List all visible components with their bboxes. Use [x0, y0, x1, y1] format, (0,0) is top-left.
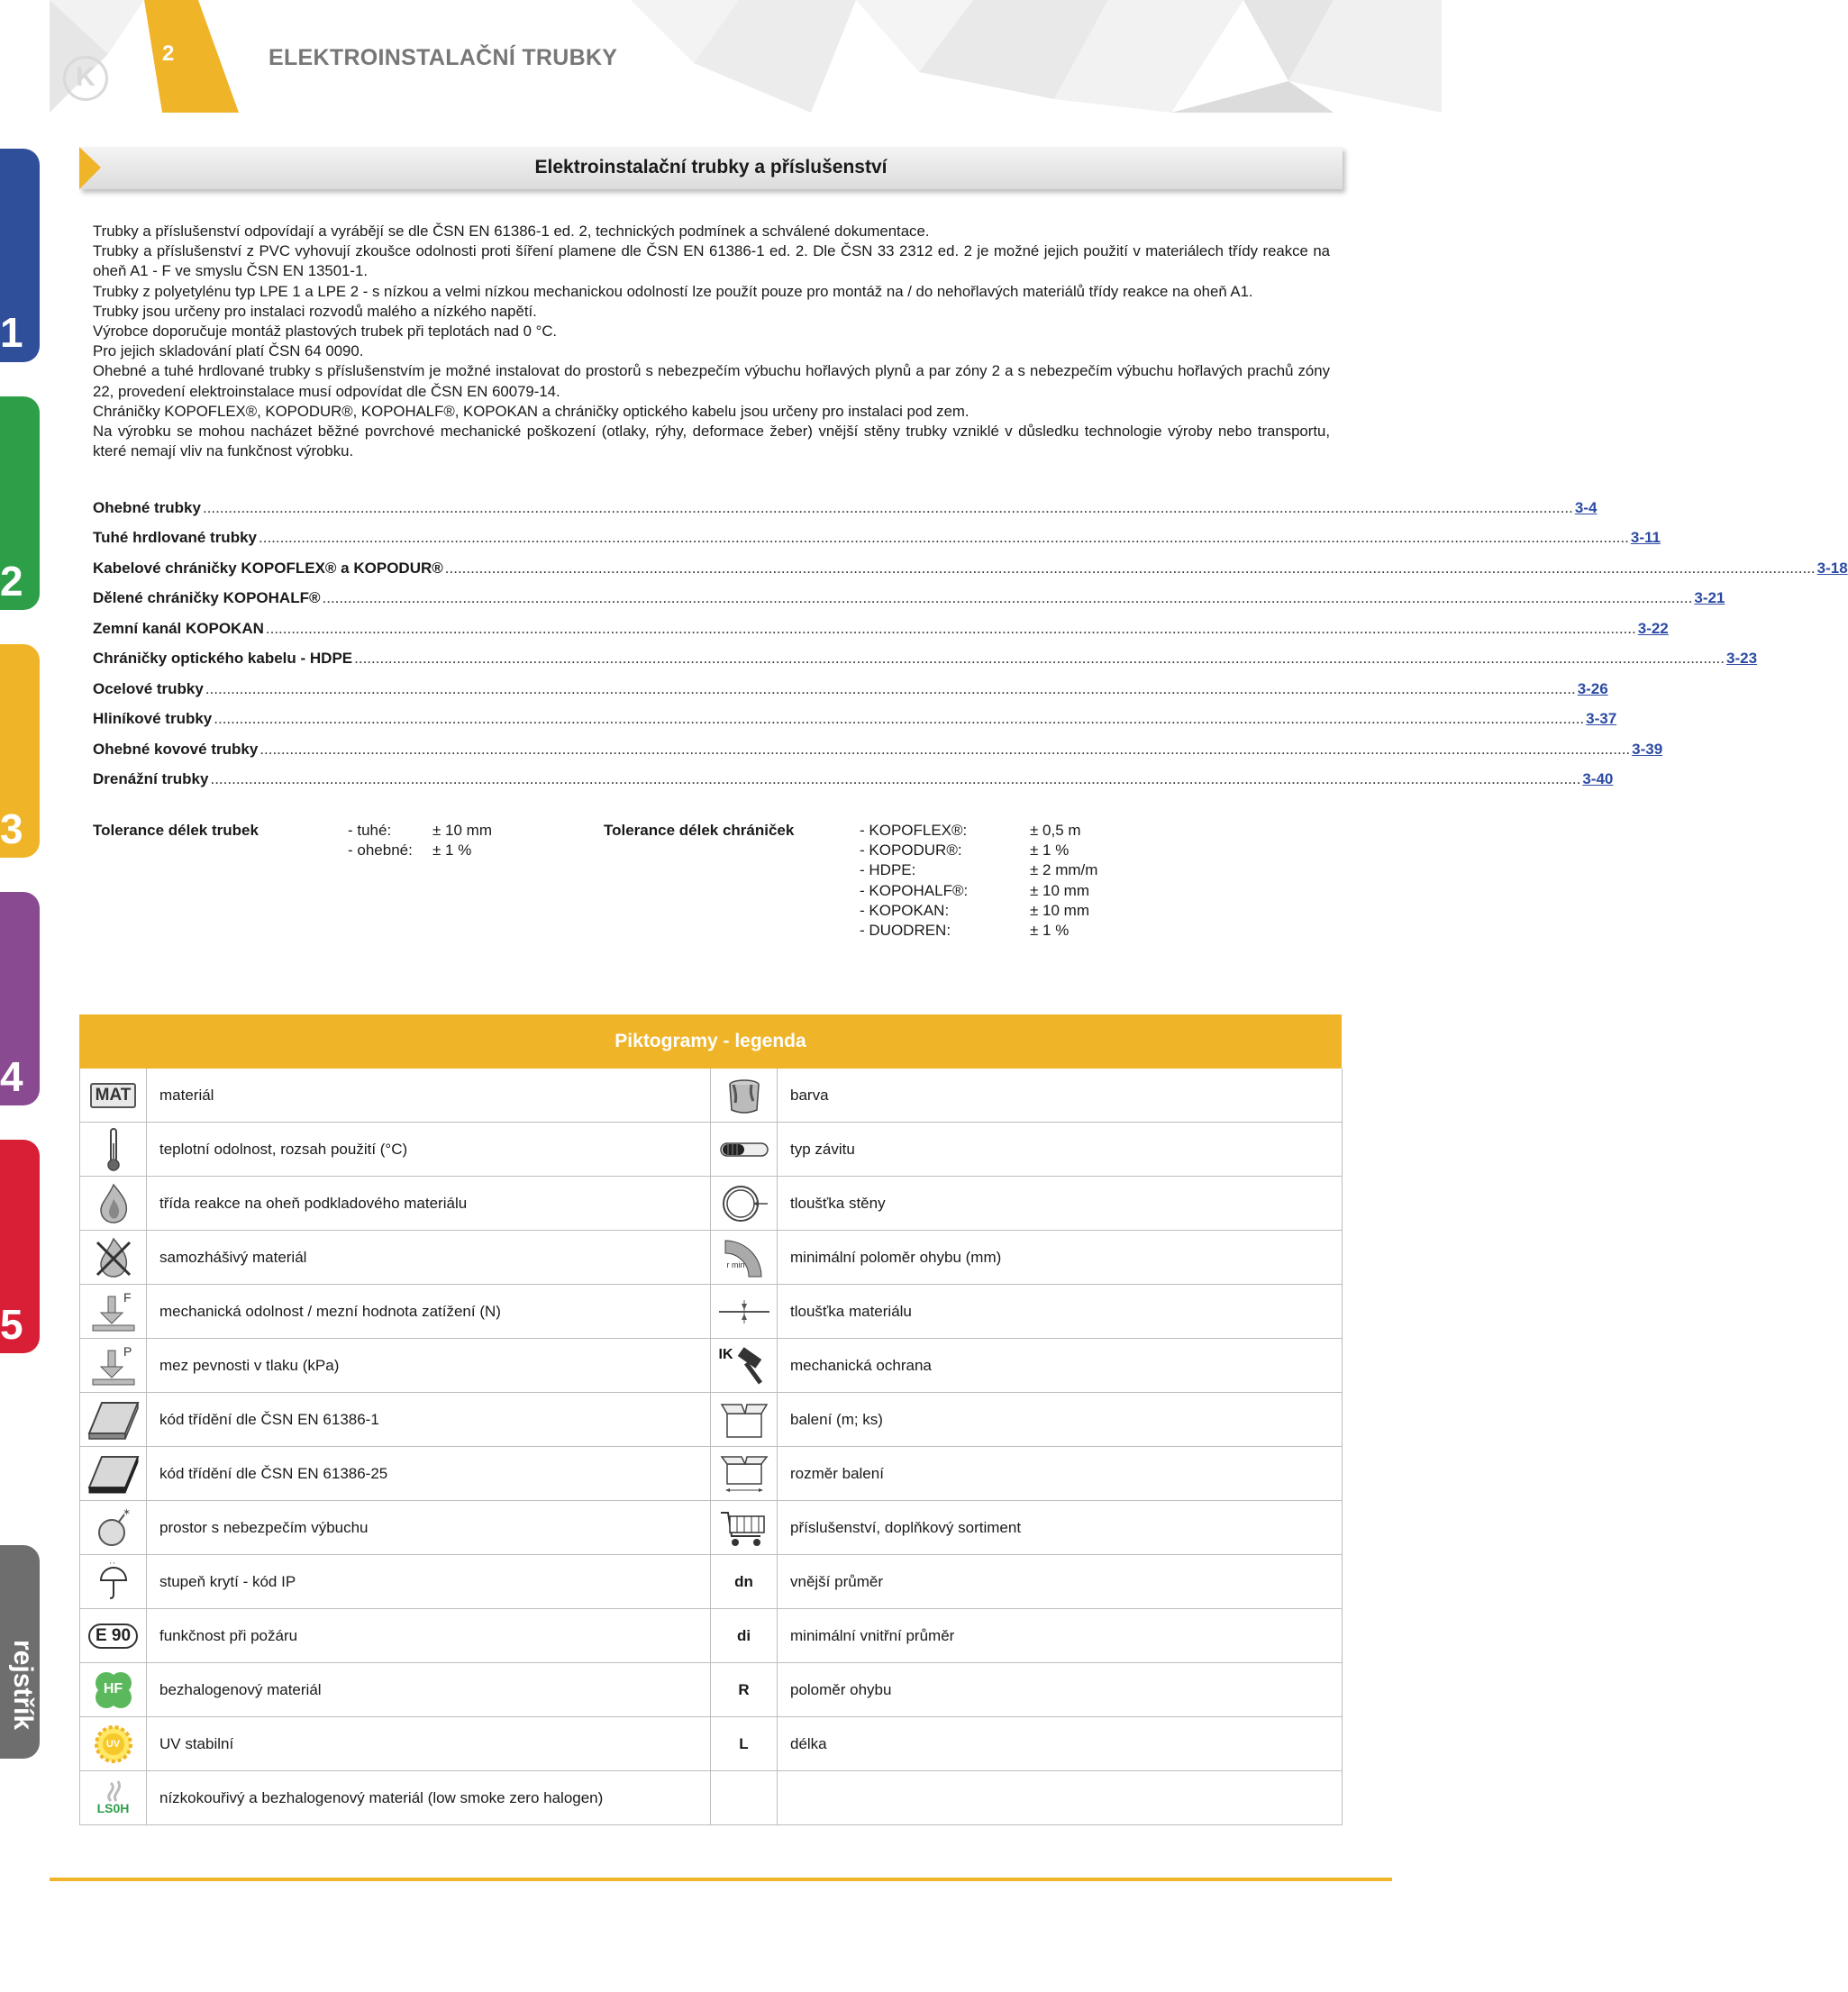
toc-leader: ..................................................................................................................................................................................................................................................................................................................................: [202, 499, 1573, 516]
legend-label: minimální poloměr ohybu (mm): [790, 1248, 1002, 1266]
toc-page-link[interactable]: 3-4: [1574, 499, 1598, 516]
legend-label: typ závitu: [790, 1140, 855, 1158]
legend-label: bezhalogenový materiál: [159, 1680, 322, 1698]
legend-label: UV stabilní: [159, 1734, 234, 1752]
tolerance-protectors-label: Tolerance délek chrániček: [604, 822, 795, 839]
toc-leader: ..................................................................................................................................................................................................................................................................................................................................: [210, 770, 1581, 787]
force-icon: [80, 1285, 147, 1338]
thermometer-icon: [80, 1123, 147, 1176]
legend-title: Piktogramy - legenda: [614, 1031, 806, 1051]
legend-row: [80, 1285, 1343, 1339]
legend-label: funkčnost při požáru: [159, 1626, 298, 1644]
toc-entry[interactable]: [93, 710, 1617, 732]
legend-label: minimální vnitřní průměr: [790, 1626, 955, 1644]
svg-text:' ': ' ': [109, 1560, 114, 1569]
toc-title: Hliníkové trubky: [93, 710, 213, 727]
legend-label: příslušenství, doplňkový sortiment: [790, 1518, 1022, 1536]
self-extinguishing-icon: [80, 1231, 147, 1284]
classification-25-icon: [80, 1447, 147, 1500]
legend-label: balení (m; ks): [790, 1410, 883, 1428]
cart-icon: [711, 1501, 778, 1554]
tolerance-type: - KOPOKAN:: [860, 902, 950, 919]
header-decoration: [0, 0, 1442, 113]
bend-radius-icon: r min: [711, 1231, 778, 1284]
ik-hammer-icon: IK: [711, 1339, 778, 1392]
chapter-tab-4-label: 4: [0, 1053, 23, 1100]
legend-label: stupeň krytí - kód IP: [159, 1572, 296, 1590]
toc-entry[interactable]: [93, 770, 1614, 792]
legend-row: [80, 1663, 1343, 1717]
tolerance-value: ± 10 mm: [432, 822, 493, 839]
toc-leader: ..................................................................................................................................................................................................................................................................................................................................: [444, 559, 1816, 577]
mat-icon: MAT: [80, 1069, 147, 1122]
legend-row: [80, 1123, 1343, 1177]
toc-page-link[interactable]: 3-11: [1630, 529, 1661, 546]
toc-title: Drenážní trubky: [93, 770, 209, 787]
toc-entry[interactable]: [93, 499, 1598, 521]
legend-row: [80, 1717, 1343, 1771]
thread-icon: [711, 1123, 778, 1176]
halogen-free-icon: HF: [80, 1663, 147, 1716]
legend-row: [80, 1771, 1343, 1825]
toc-title: Tuhé hrdlované trubky: [93, 529, 257, 546]
legend-label: kód třídění dle ČSN EN 61386-1: [159, 1410, 379, 1428]
legend-label: mechanická odolnost / mezní hodnota zatížení (N): [159, 1302, 501, 1320]
toc-entry[interactable]: [93, 650, 1758, 671]
paint-bucket-icon: [711, 1069, 778, 1122]
intro-paragraph: Trubky z polyetylénu typ LPE 1 a LPE 2 - s nízkou a velmi nízkou mechanickou odolností lze použít pouze pro montáž na / do nehořlavých materiálů třídy reakce na oheň A1.: [93, 282, 1253, 300]
legend-row: [80, 1177, 1343, 1231]
legend-row: [80, 1393, 1343, 1447]
toc-title: Ohebné kovové trubky: [93, 741, 259, 758]
intro-paragraph: Výrobce doporučuje montáž plastových trubek při teplotách nad 0 °C.: [93, 323, 558, 341]
flame-icon: [80, 1177, 147, 1230]
box-icon: [711, 1393, 778, 1446]
legend-row: [80, 1231, 1343, 1285]
intro-paragraph: Trubky jsou určeny pro instalaci rozvodů malého a nízkého napětí.: [93, 302, 537, 320]
box-size-icon: [711, 1447, 778, 1500]
toc-leader: ..................................................................................................................................................................................................................................................................................................................................: [265, 620, 1636, 637]
intro-paragraph: Trubky a příslušenství z PVC vyhovují zkoušce odolnosti proti šíření plamene dle ČSN EN 61386-1 ed. 2. Dle ČSN 33 2312 ed. 2 je možné jejich použití v materiálech třídy reakce na oheň A1 - F ve smyslu ČSN EN 13501-1.: [93, 242, 1330, 280]
toc-leader: ..................................................................................................................................................................................................................................................................................................................................: [259, 529, 1629, 546]
toc-leader: ..................................................................................................................................................................................................................................................................................................................................: [214, 710, 1585, 727]
legend-label: samozhášivý materiál: [159, 1248, 307, 1266]
tolerance-value: ± 1 %: [1030, 841, 1070, 859]
di-text: di: [711, 1609, 778, 1662]
legend-row: [80, 1501, 1343, 1555]
tolerance-value: ± 1 %: [1030, 922, 1070, 939]
toc-page-link[interactable]: 3-18: [1816, 559, 1848, 577]
toc-title: Ohebné trubky: [93, 499, 201, 516]
toc-entry[interactable]: [93, 741, 1663, 762]
legend-label: třída reakce na oheň podkladového materiálu: [159, 1194, 468, 1212]
page-number: 2: [162, 41, 175, 66]
index-tab-label: rejstřík: [8, 1640, 38, 1731]
chapter-tab-2-label: 2: [0, 558, 23, 605]
pressure-icon: [80, 1339, 147, 1392]
toc-entry[interactable]: [93, 589, 1725, 611]
tolerance-value: ± 10 mm: [1030, 902, 1090, 919]
tolerance-type: - KOPOHALF®:: [860, 882, 969, 899]
tolerance-value: ± 1 %: [432, 841, 472, 859]
toc-page-link[interactable]: 3-40: [1582, 770, 1614, 787]
toc-leader: ..................................................................................................................................................................................................................................................................................................................................: [259, 741, 1631, 758]
chapter-tab-5-label: 5: [0, 1301, 23, 1348]
legend-label: mez pevnosti v tlaku (kPa): [159, 1356, 340, 1374]
section-title: Elektroinstalační trubky a příslušenství: [534, 157, 888, 177]
legend-label: materiál: [159, 1086, 214, 1104]
toc-page-link[interactable]: 3-22: [1637, 620, 1669, 637]
company-logo: [63, 56, 108, 101]
tolerance-type: - ohebné:: [348, 841, 413, 859]
toc-page-link[interactable]: 3-21: [1694, 589, 1725, 606]
lszh-icon: LS0H: [80, 1771, 147, 1824]
toc-title: Chráničky optického kabelu - HDPE: [93, 650, 353, 667]
tolerance-type: - KOPOFLEX®:: [860, 822, 968, 839]
intro-text: [93, 222, 1330, 461]
toc-title: Ocelové trubky: [93, 680, 204, 697]
legend-row: [80, 1069, 1343, 1123]
svg-text:✶: ✶: [122, 1506, 131, 1518]
svg-text:P: P: [123, 1343, 132, 1359]
wall-thickness-icon: [711, 1177, 778, 1230]
legend-label: rozměr balení: [790, 1464, 884, 1482]
toc-leader: ..................................................................................................................................................................................................................................................................................................................................: [205, 680, 1576, 697]
legend-label: poloměr ohybu: [790, 1680, 892, 1698]
intro-paragraph: Na výrobku se mohou nacházet běžné povrchové mechanické poškození (otlaky, rýhy, deformace žeber) vnější stěny trubky vzniklé v důsledku technologie výroby nebo transportu, které nemají vliv na funkčnost výrobku.: [93, 423, 1330, 460]
toc-leader: ..................................................................................................................................................................................................................................................................................................................................: [354, 650, 1725, 667]
legend-label: mechanická ochrana: [790, 1356, 932, 1374]
toc-entry[interactable]: [93, 620, 1669, 641]
toc-page-link[interactable]: 3-23: [1726, 650, 1758, 667]
intro-paragraph: Pro jejich skladování platí ČSN 64 0090.: [93, 342, 364, 360]
legend-table: [79, 1069, 1343, 1825]
toc-leader: ..................................................................................................................................................................................................................................................................................................................................: [322, 589, 1693, 606]
page-header: [0, 0, 1442, 113]
logo-letter: K: [76, 62, 96, 92]
tolerance-type: - HDPE:: [860, 861, 916, 878]
legend-row: [80, 1339, 1343, 1393]
toc-title: Dělené chráničky KOPOHALF®: [93, 589, 321, 606]
toc-entry[interactable]: [93, 680, 1608, 702]
classification-icon: [80, 1393, 147, 1446]
umbrella-icon: [80, 1555, 147, 1608]
tolerance-value: ± 0,5 m: [1030, 822, 1081, 839]
material-thickness-icon: [711, 1285, 778, 1338]
dn-text: dn: [711, 1555, 778, 1608]
header-title: ELEKTROINSTALAČNÍ TRUBKY: [269, 45, 618, 70]
intro-paragraph: Trubky a příslušenství odpovídají a vyrábějí se dle ČSN EN 61386-1 ed. 2, technických podmínek a schválené dokumentace.: [93, 223, 930, 240]
legend-label: [790, 1771, 1331, 1824]
l-text: L: [711, 1717, 778, 1770]
legend-label: teplotní odolnost, rozsah použití (°C): [159, 1140, 408, 1158]
intro-paragraph: Ohebné a tuhé hrdlované trubky s příslušenstvím je možné instalovat do prostorů s nebezpečím výbuchu hořlavých plynů a par zóny 2 a s nebezpečím výbuchu hořlavých prachů zóny 22, provedení elektroinstalace musí odpovídat dle ČSN EN 60079-14.: [93, 362, 1330, 400]
tolerance-value: ± 2 mm/m: [1030, 861, 1098, 878]
intro-paragraph: Chráničky KOPOFLEX®, KOPODUR®, KOPOHALF®, KOPOKAN a chráničky optického kabelu jsou určeny pro instalaci pod zem.: [93, 402, 970, 420]
chapter-tab-1-label: 1: [0, 309, 23, 356]
legend-label: vnější průměr: [790, 1572, 883, 1590]
legend-label: tloušťka stěny: [790, 1194, 886, 1212]
uv-icon: UV: [80, 1717, 147, 1770]
toc-title: Zemní kanál KOPOKAN: [93, 620, 264, 637]
legend-row: [80, 1447, 1343, 1501]
legend-label: délka: [790, 1734, 827, 1752]
toc-title: Kabelové chráničky KOPOFLEX® a KOPODUR®: [93, 559, 443, 577]
tolerance-type: - DUODREN:: [860, 922, 951, 939]
tolerance-tubes-label: Tolerance délek trubek: [93, 822, 259, 839]
toc-page-link[interactable]: 3-26: [1577, 680, 1608, 697]
legend-row: [80, 1609, 1343, 1663]
r-text: R: [711, 1663, 778, 1716]
tolerance-value: ± 10 mm: [1030, 882, 1090, 899]
svg-text:F: F: [123, 1289, 132, 1305]
tolerance-type: - KOPODUR®:: [860, 841, 962, 859]
bomb-icon: [80, 1501, 147, 1554]
tolerance-type: - tuhé:: [348, 822, 392, 839]
e90-icon: E 90: [80, 1609, 147, 1662]
legend-label: kód třídění dle ČSN EN 61386-25: [159, 1464, 388, 1482]
toc-entry[interactable]: [93, 529, 1661, 550]
chapter-tab-3-label: 3: [0, 805, 23, 852]
toc-page-link[interactable]: 3-39: [1632, 741, 1663, 758]
footer-divider: [50, 1878, 1392, 1881]
legend-label: barva: [790, 1086, 829, 1104]
toc-entry[interactable]: [93, 559, 1848, 581]
legend-label: nízkokouřivý a bezhalogenový materiál (low smoke zero halogen): [159, 1788, 604, 1806]
empty-cell: [711, 1771, 778, 1824]
legend-label: tloušťka materiálu: [790, 1302, 912, 1320]
legend-label: prostor s nebezpečím výbuchu: [159, 1518, 369, 1536]
toc-page-link[interactable]: 3-37: [1586, 710, 1617, 727]
legend-row: [80, 1555, 1343, 1609]
